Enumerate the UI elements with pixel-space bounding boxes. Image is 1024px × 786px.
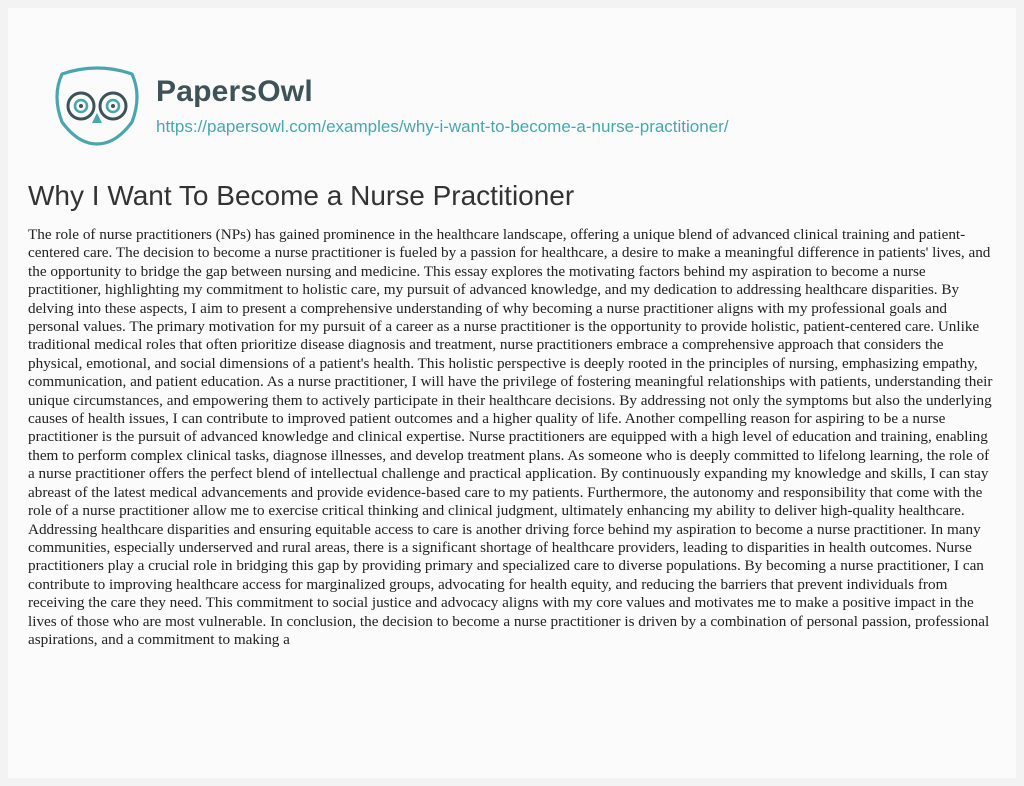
brand-name: PapersOwl	[156, 75, 313, 108]
owl-logo-icon	[52, 66, 142, 146]
essay-title: Why I Want To Become a Nurse Practitioner	[28, 180, 575, 211]
essay-body: The role of nurse practitioners (NPs) has gained prominence in the healthcare landscape, offering a unique blend of advanced clinical training and patient-centered care. The decision to become a nurse practitioner is fueled by a passion for healthcare, a desire to make a meaningful difference in patients' lives, and the opportunity to bridge the gap between nursing and medicine. This essay explores the motivating factors behind my aspiration to become a nurse practitioner, highlighting my commitment to holistic care, my pursuit of advanced knowledge, and my dedication to addressing healthcare disparities. By delving into these aspects, I aim to present a comprehensive understanding of why becoming a nurse practitioner aligns with my professional goals and personal values. The primary motivation for my pursuit of a career as a nurse practitioner is the opportunity to provide holistic, patient-centered care. Unlike traditional medical roles that often prioritize disease diagnosis and treatment, nurse practitioners embrace a comprehensive approach that considers the physical, emotional, and social dimensions of a patient's health. This holistic perspective is deeply rooted in the principles of nursing, emphasizing empathy, communication, and patient education. As a nurse practitioner, I will have the privilege of fostering meaningful relationships with patients, understanding their unique circumstances, and empowering them to actively participate in their healthcare decisions. By addressing not only the symptoms but also the underlying causes of health issues, I can contribute to improved patient outcomes and a higher quality of life. Another compelling reason for aspiring to be a nurse practitioner is the pursuit of advanced knowledge and clinical expertise. Nurse practitioners are equipped with a high level of education and training, enabling them to perform complex clinical tasks, diagnose illnesses, and develop treatment plans. As someone who is deeply committed to lifelong learning, the role of a nurse practitioner offers the perfect blend of intellectual challenge and practical application. By continuously expanding my knowledge and skills, I can stay abreast of the latest medical advancements and provide evidence-based care to my patients. Furthermore, the autonomy and responsibility that come with the role of a nurse practitioner allow me to exercise critical thinking and clinical judgment, ultimately enhancing my ability to deliver high-quality healthcare. Addressing healthcare disparities and ensuring equitable access to care is another driving force behind my aspiration to become a nurse practitioner. In many communities, especially underserved and rural areas, there is a significant shortage of healthcare providers, leading to disparities in health outcomes. Nurse practitioners play a crucial role in bridging this gap by providing primary and specialized care to diverse populations. By becoming a nurse practitioner, I can contribute to improving healthcare access for marginalized groups, advocating for health equity, and reducing the barriers that prevent individuals from receiving the care they need. This commitment to social justice and advocacy aligns with my core values and motivates me to make a positive impact in the lives of those who are most vulnerable. In conclusion, the decision to become a nurse practitioner is driven by a combination of personal passion, professional aspirations, and a commitment to making a	[28, 226, 993, 648]
source-url-link[interactable]: https://papersowl.com/examples/why-i-want-to-become-a-nurse-practitioner/	[156, 117, 729, 136]
site-header	[52, 66, 729, 146]
document-page	[8, 8, 1016, 778]
brand-block	[156, 75, 729, 137]
